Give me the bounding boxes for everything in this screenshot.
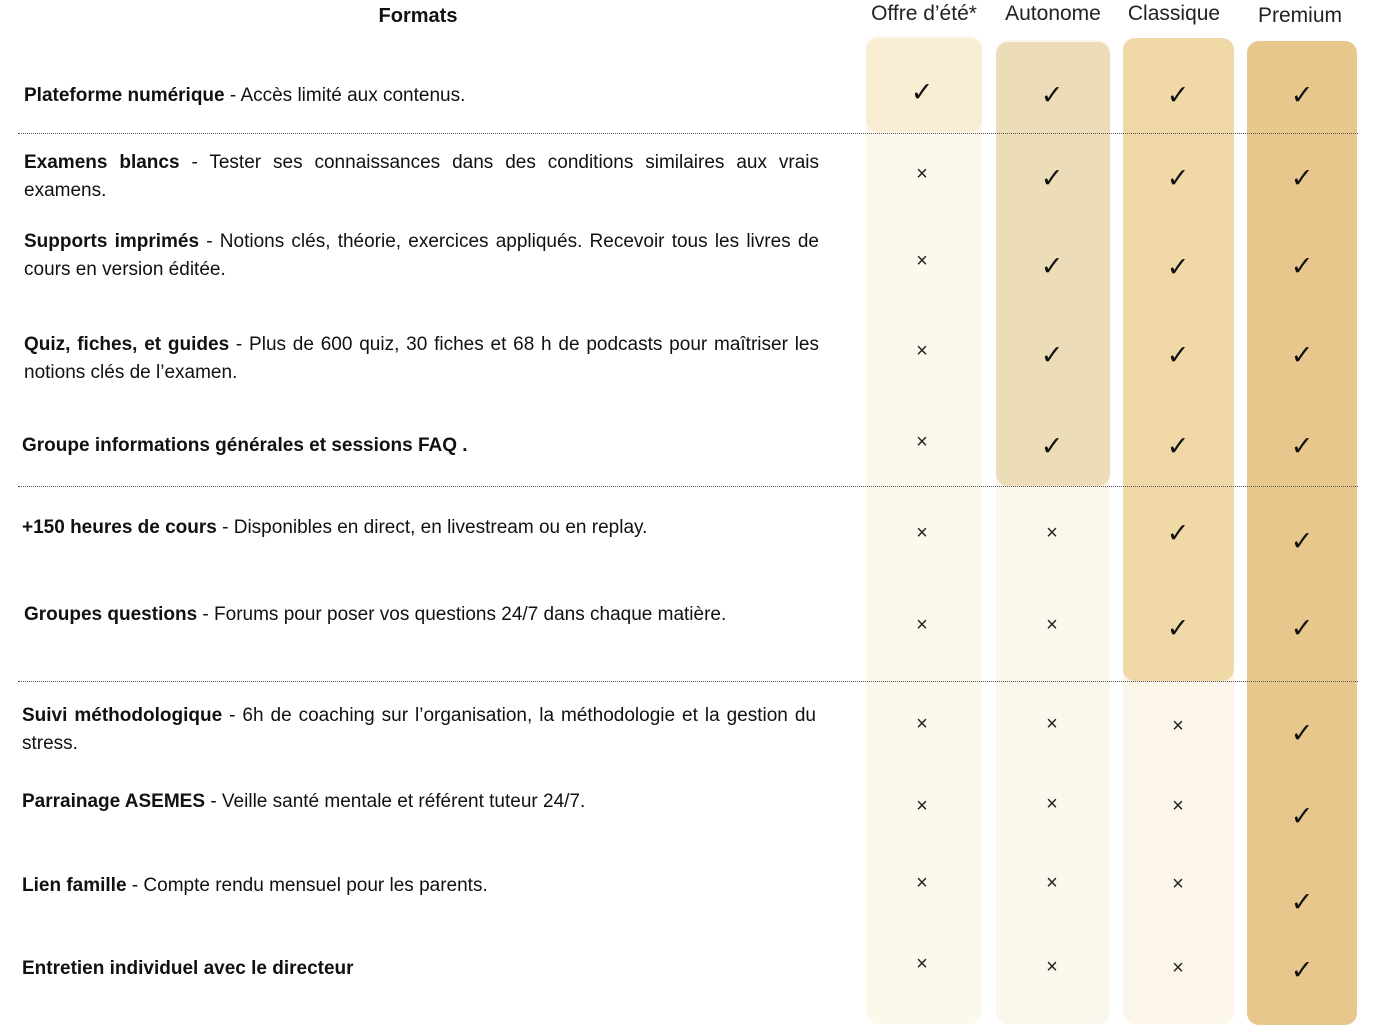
cross-icon-classique: × [1172,795,1184,817]
group-separator [18,681,1358,682]
column-header-ete: Offre d’été* [871,2,977,25]
check-icon-ete: ✓ [910,77,934,107]
feature-groupe-informations [22,432,817,460]
cross-icon-autonome: × [1046,872,1058,894]
check-icon-premium: ✓ [1290,251,1314,281]
feature-description: - Tester ses connaissances dans des conditions similaires aux vrais examens. [24,152,819,201]
cross-icon-ete: × [916,614,928,636]
feature-title: Examens blancs [24,152,180,173]
group-separator [18,486,1358,487]
check-icon-classique: ✓ [1166,613,1190,643]
check-icon-premium: ✓ [1290,887,1314,917]
feature-description: - Notions clés, théorie, exercices appliqués. Recevoir tous les livres de cours en version éditée. [24,231,819,280]
check-icon-premium: ✓ [1290,801,1314,831]
cross-icon-ete: × [916,431,928,453]
check-icon-classique: ✓ [1166,80,1190,110]
cross-icon-classique: × [1172,957,1184,979]
feature-title: Plateforme numérique [24,85,225,106]
cross-icon-ete: × [916,163,928,185]
feature-description: - Compte rendu mensuel pour les parents. [126,875,488,896]
feature-description: - Forums pour poser vos questions 24/7 dans chaque matière. [197,604,727,625]
group-separator [18,133,1358,134]
check-icon-autonome: ✓ [1040,431,1064,461]
cross-icon-ete: × [916,340,928,362]
feature-supports-imprimes [24,228,819,284]
cross-icon-autonome: × [1046,713,1058,735]
feature-description: - Veille santé mentale et référent tuteur 24/7. [205,791,586,812]
check-icon-autonome: ✓ [1040,163,1064,193]
check-icon-classique: ✓ [1166,431,1190,461]
cross-icon-ete: × [916,953,928,975]
feature-title: Groupes questions [24,604,198,625]
feature-title: +150 heures de cours [22,517,217,538]
feature-groupes-questions [24,601,816,629]
feature-title: Parrainage ASEMES [22,791,206,812]
feature-title: Lien famille [22,875,127,896]
feature-heures-de-cours [22,514,817,542]
check-icon-premium: ✓ [1290,613,1314,643]
feature-parrainage-asemes [22,788,817,816]
feature-description: - Accès limité aux contenus. [224,85,466,106]
cross-icon-autonome: × [1046,793,1058,815]
check-icon-premium: ✓ [1290,526,1314,556]
feature-title: Supports imprimés [24,231,200,252]
check-icon-premium: ✓ [1290,955,1314,985]
feature-plateforme-numerique [24,82,819,110]
check-icon-premium: ✓ [1290,718,1314,748]
check-icon-classique: ✓ [1166,518,1190,548]
check-icon-autonome: ✓ [1040,80,1064,110]
cross-icon-ete: × [916,250,928,272]
column-header-classique: Classique [1127,2,1221,25]
check-icon-premium: ✓ [1290,80,1314,110]
check-icon-premium: ✓ [1290,163,1314,193]
check-icon-autonome: ✓ [1040,340,1064,370]
feature-suivi-methodologique [22,702,816,758]
feature-quiz-fiches-guides [24,331,819,387]
cross-icon-ete: × [916,713,928,735]
check-icon-premium: ✓ [1290,340,1314,370]
check-icon-premium: ✓ [1290,431,1314,461]
feature-title: Quiz, fiches, et guides [24,334,230,355]
check-icon-classique: ✓ [1166,163,1190,193]
cross-icon-autonome: × [1046,614,1058,636]
cross-icon-autonome: × [1046,956,1058,978]
cross-icon-classique: × [1172,873,1184,895]
check-icon-classique: ✓ [1166,340,1190,370]
feature-lien-famille [22,872,817,900]
feature-title: Suivi méthodologique [22,705,223,726]
feature-examens-blancs [24,149,819,205]
column-header-autonome: Autonome [1005,2,1101,25]
feature-description: - Plus de 600 quiz, 30 fiches et 68 h de podcasts pour maîtriser les notions clés de l’examen. [24,334,819,383]
cross-icon-ete: × [916,795,928,817]
feature-description: - 6h de coaching sur l’organisation, la méthodologie et la gestion du stress. [22,705,816,754]
cross-icon-autonome: × [1046,522,1058,544]
feature-description: - Disponibles en direct, en livestream ou en replay. [216,517,648,538]
check-icon-classique: ✓ [1166,252,1190,282]
column-header-premium: Premium [1257,4,1342,27]
check-icon-autonome: ✓ [1040,251,1064,281]
feature-title: Entretien individuel avec le directeur [22,958,354,979]
cross-icon-classique: × [1172,715,1184,737]
feature-title: Groupe informations générales et sessions FAQ . [22,435,468,456]
formats-title: Formats [378,5,458,27]
cross-icon-ete: × [916,522,928,544]
feature-entretien-individuel [22,955,817,983]
cross-icon-ete: × [916,872,928,894]
